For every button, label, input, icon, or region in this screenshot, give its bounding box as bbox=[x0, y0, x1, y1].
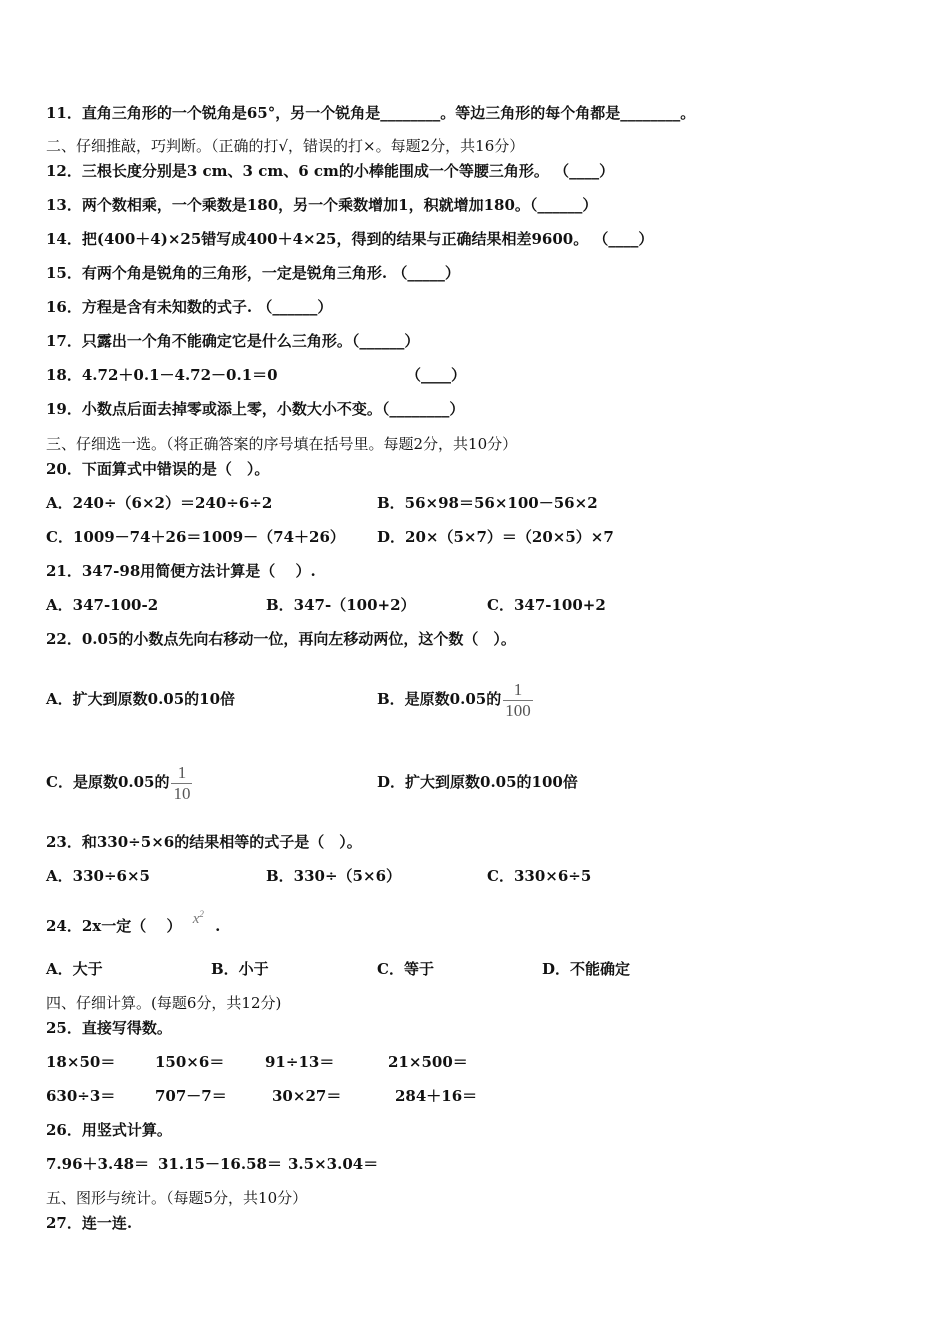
question-22: 22．0.05的小数点先向右移动一位，再向左移动两位，这个数（ ）。 bbox=[46, 630, 516, 648]
calc-item: 91÷13＝ bbox=[265, 1053, 335, 1071]
calc-item: 30×27＝ bbox=[272, 1087, 342, 1105]
question-20-option-d: D．20×（5×7）＝（20×5）×7 bbox=[377, 528, 614, 546]
question-24-text: 24．2x一定（ ） bbox=[46, 917, 182, 935]
question-21-option-b: B．347-（100+2） bbox=[266, 596, 416, 614]
question-24-option-b: B．小于 bbox=[211, 960, 269, 978]
calc-item: 284＋16＝ bbox=[395, 1087, 478, 1105]
question-19: 19．小数点后面去掉零或添上零，小数大小不变。（________） bbox=[46, 400, 465, 418]
question-20-option-a: A．240÷（6×2）＝240÷6÷2 bbox=[46, 494, 273, 512]
fraction-one-tenth bbox=[171, 763, 192, 804]
question-21-option-c: C．347-100+2 bbox=[487, 596, 606, 614]
fraction-numerator: 1 bbox=[513, 679, 523, 699]
question-22-option-a: A．扩大到原数0.05的10倍 bbox=[46, 690, 236, 708]
section-3-heading: 三、仔细选一选。（将正确答案的序号填在括号里。每题2分，共10分） bbox=[46, 435, 518, 453]
question-24-option-a: A．大于 bbox=[46, 960, 103, 978]
question-17: 17．只露出一个角不能确定它是什么三角形。（______） bbox=[46, 332, 420, 350]
vertical-calc-item: 7.96＋3.48＝ bbox=[46, 1155, 150, 1173]
calc-item: 150×6＝ bbox=[155, 1053, 225, 1071]
question-23-option-b: B．330÷（5×6） bbox=[266, 867, 402, 885]
vertical-calc-item: 31.15－16.58＝ bbox=[158, 1155, 282, 1173]
question-24-period: . bbox=[215, 917, 221, 935]
question-20: 20．下面算式中错误的是（ ）。 bbox=[46, 460, 270, 478]
question-13: 13．两个数相乘，一个乘数是180，另一个乘数增加1，积就增加180。（______） bbox=[46, 196, 598, 214]
question-22-option-d: D．扩大到原数0.05的100倍 bbox=[377, 773, 578, 791]
exponent: 2 bbox=[199, 909, 204, 919]
question-18-blank: （____） bbox=[406, 366, 467, 384]
question-21-option-a: A．347-100-2 bbox=[46, 596, 159, 614]
question-23-option-a: A．330÷6×5 bbox=[46, 867, 150, 885]
x-variable: x bbox=[192, 911, 200, 927]
fraction-denominator: 100 bbox=[505, 700, 531, 720]
question-18: 18．4.72＋0.1－4.72－0.1＝0 bbox=[46, 366, 278, 384]
question-16: 16．方程是含有未知数的式子. （______） bbox=[46, 298, 333, 316]
question-21: 21．347-98用简便方法计算是（ ）. bbox=[46, 562, 316, 580]
section-5-heading: 五、图形与统计。（每题5分，共10分） bbox=[46, 1189, 308, 1207]
x-squared-expression bbox=[193, 911, 204, 927]
question-26: 26．用竖式计算。 bbox=[46, 1121, 172, 1139]
question-22-option-c-text: C．是原数0.05的 bbox=[46, 773, 170, 791]
section-4-heading: 四、仔细计算。(每题6分，共12分) bbox=[46, 994, 282, 1012]
question-11: 11．直角三角形的一个锐角是65°，另一个锐角是________。等边三角形的每个角都是________。 bbox=[46, 104, 696, 122]
fraction-one-hundredth bbox=[503, 680, 533, 721]
question-20-option-c: C．1009－74＋26＝1009－（74＋26） bbox=[46, 528, 345, 546]
calc-item: 18×50＝ bbox=[46, 1053, 116, 1071]
question-23: 23．和330÷5×6的结果相等的式子是（ ）。 bbox=[46, 833, 362, 851]
question-22-option-b-text: B．是原数0.05的 bbox=[377, 690, 502, 708]
calc-item: 707－7＝ bbox=[155, 1087, 227, 1105]
question-24-option-d: D．不能确定 bbox=[542, 960, 631, 978]
question-14: 14．把(400＋4)×25错写成400＋4×25，得到的结果与正确结果相差9600。 （____） bbox=[46, 230, 654, 248]
fraction-numerator: 1 bbox=[177, 762, 187, 782]
question-22-option-c bbox=[46, 751, 192, 813]
calc-item: 630÷3＝ bbox=[46, 1087, 116, 1105]
question-23-option-c: C．330×6÷5 bbox=[487, 867, 592, 885]
calc-item: 21×500＝ bbox=[388, 1053, 468, 1071]
question-27: 27．连一连. bbox=[46, 1214, 133, 1232]
question-25: 25．直接写得数。 bbox=[46, 1019, 172, 1037]
question-20-option-b: B．56×98＝56×100－56×2 bbox=[377, 494, 598, 512]
question-12: 12．三根长度分别是3 cm、3 cm、6 cm的小棒能围成一个等腰三角形。 （____） bbox=[46, 162, 615, 180]
question-24-option-c: C．等于 bbox=[377, 960, 434, 978]
question-24 bbox=[46, 909, 221, 937]
question-22-option-b bbox=[377, 668, 533, 730]
fraction-denominator: 10 bbox=[173, 783, 191, 803]
vertical-calc-item: 3.5×3.04＝ bbox=[288, 1155, 379, 1173]
section-2-heading: 二、仔细推敲，巧判断。（正确的打√，错误的打×。每题2分，共16分） bbox=[46, 137, 525, 155]
question-15: 15．有两个角是锐角的三角形，一定是锐角三角形. （_____） bbox=[46, 264, 460, 282]
